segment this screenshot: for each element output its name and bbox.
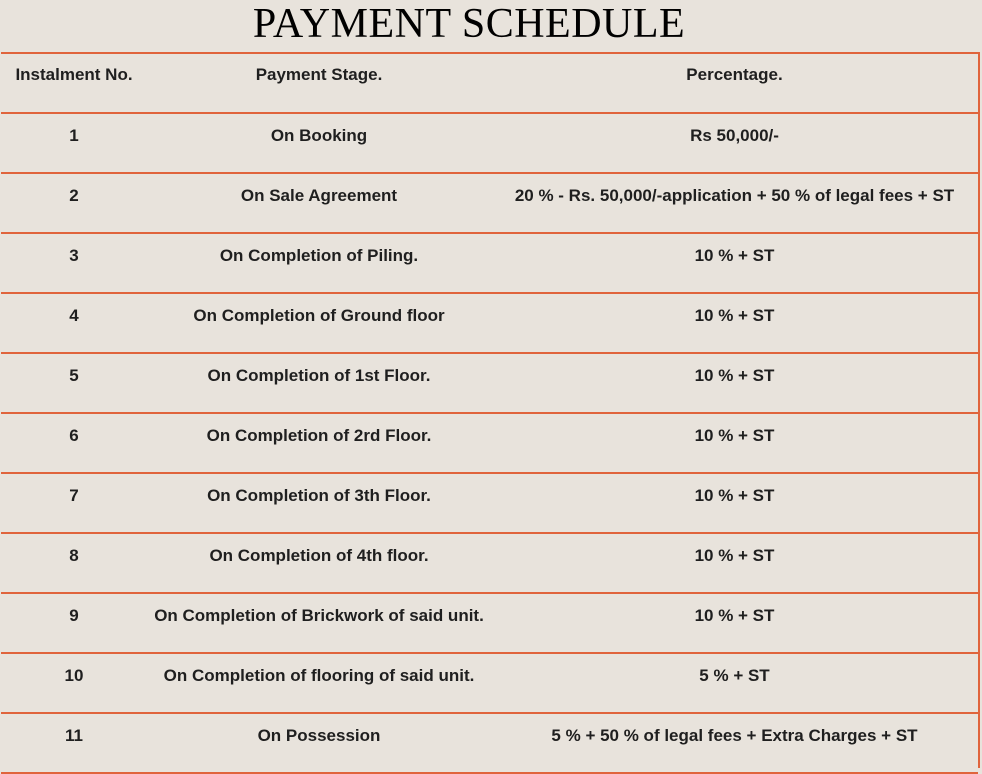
table-row (1, 294, 978, 354)
payment-stage-cell: On Possession (257, 726, 381, 745)
instalment-no-cell: 7 (69, 486, 79, 505)
payment-stage-cell: On Sale Agreement (240, 186, 398, 205)
percentage-cell: 10 % + ST (694, 306, 775, 325)
payment-stage-cell: On Booking (270, 126, 368, 145)
table-row (1, 534, 978, 594)
table-row (1, 174, 978, 234)
page-title: PAYMENT SCHEDULE (252, 1, 686, 47)
percentage-cell: 5 % + ST (699, 666, 770, 685)
percentage-cell: 10 % + ST (694, 426, 775, 445)
percentage-cell: Rs 50,000/- (690, 126, 779, 145)
table-row (1, 234, 978, 294)
payment-stage-cell: On Completion of 2rd Floor. (206, 426, 432, 445)
payment-stage-cell: On Completion of flooring of said unit. (163, 666, 475, 685)
instalment-no-cell: 3 (69, 246, 79, 265)
instalment-no-cell: 8 (69, 546, 79, 565)
instalment-no-cell: 6 (69, 426, 79, 445)
instalment-no-cell: 5 (69, 366, 79, 385)
table-row (1, 714, 978, 774)
table-row (1, 474, 978, 534)
payment-schedule-table (1, 52, 980, 768)
payment-stage-cell: On Completion of 4th floor. (209, 546, 429, 565)
payment-stage-cell: On Completion of Brickwork of said unit. (154, 606, 484, 625)
payment-stage-cell: On Completion of 3th Floor. (207, 486, 431, 505)
table-row (1, 114, 978, 174)
percentage-cell: 10 % + ST (694, 486, 775, 505)
table-row (1, 354, 978, 414)
table-row (1, 414, 978, 474)
instalment-no-cell: 11 (65, 726, 83, 745)
percentage-cell: 10 % + ST (694, 366, 775, 385)
header-payment-stage: Payment Stage. (255, 65, 383, 84)
table-row (1, 654, 978, 714)
percentage-cell: 10 % + ST (694, 546, 775, 565)
header-instalment-no: Instalment No. (15, 65, 133, 84)
percentage-cell: 20 % - Rs. 50,000/-application + 50 % of legal fees + ST (514, 186, 955, 205)
header-percentage: Percentage. (686, 65, 783, 84)
payment-stage-cell: On Completion of Piling. (219, 246, 419, 265)
payment-stage-cell: On Completion of Ground floor (193, 306, 445, 325)
payment-stage-cell: On Completion of 1st Floor. (207, 366, 431, 385)
percentage-cell: 10 % + ST (694, 246, 775, 265)
percentage-cell: 5 % + 50 % of legal fees + Extra Charges + ST (551, 726, 918, 745)
instalment-no-cell: 9 (69, 606, 79, 625)
instalment-no-cell: 2 (69, 186, 79, 205)
table-row (1, 594, 978, 654)
instalment-no-cell: 4 (69, 306, 79, 325)
percentage-cell: 10 % + ST (694, 606, 775, 625)
table-header-row (1, 54, 978, 114)
instalment-no-cell: 1 (69, 126, 79, 145)
instalment-no-cell: 10 (64, 666, 84, 685)
